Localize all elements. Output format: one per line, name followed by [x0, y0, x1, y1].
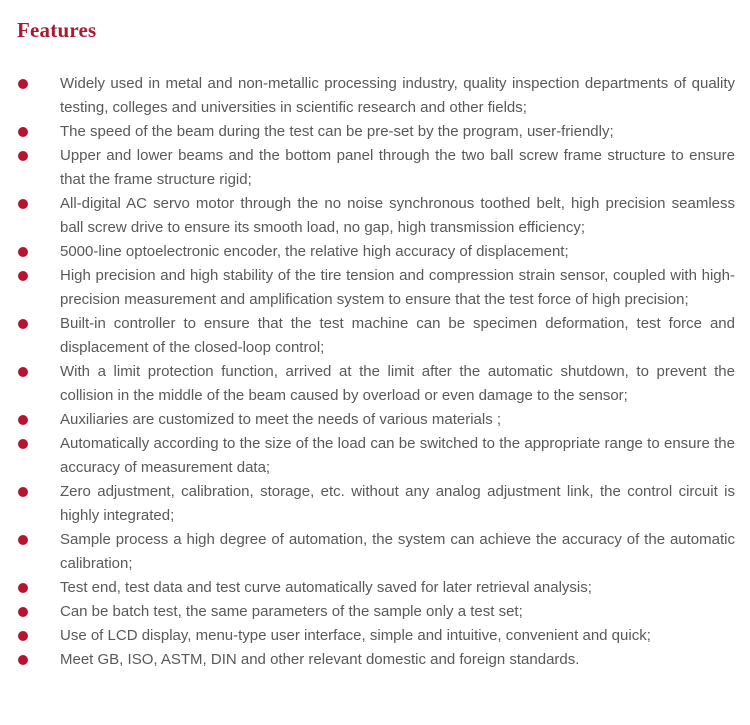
bullet-icon	[18, 607, 28, 617]
bullet-icon	[18, 247, 28, 257]
feature-item	[0, 408, 735, 432]
feature-item	[0, 360, 735, 408]
feature-item	[0, 480, 735, 528]
feature-text: Automatically according to the size of the load can be switched to the appropriate range to ensure the accuracy of measurement data;	[60, 435, 735, 476]
bullet-icon	[18, 583, 28, 593]
page-title: Features	[17, 18, 97, 42]
bullet-icon	[18, 271, 28, 281]
feature-text: With a limit protection function, arrived at the limit after the automatic shutdown, to prevent the collision in the middle of the beam caused by overload or even damage to the sensor;	[60, 363, 735, 404]
bullet-icon	[18, 199, 28, 209]
feature-text: Upper and lower beams and the bottom panel through the two ball screw frame structure to ensure that the frame structure rigid;	[60, 147, 735, 188]
feature-text: High precision and high stability of the tire tension and compression strain sensor, coupled with high-precision measurement and amplification system to ensure that the test force of high precision;	[60, 267, 735, 308]
feature-text: Can be batch test, the same parameters of the sample only a test set;	[60, 603, 523, 620]
bullet-icon	[18, 79, 28, 89]
feature-item	[0, 528, 735, 576]
feature-text: Meet GB, ISO, ASTM, DIN and other relevant domestic and foreign standards.	[60, 651, 580, 668]
feature-text: Sample process a high degree of automation, the system can achieve the accuracy of the automatic calibration;	[60, 531, 735, 572]
feature-item	[0, 120, 735, 144]
feature-item	[0, 72, 735, 120]
feature-item	[0, 144, 735, 192]
bullet-icon	[18, 127, 28, 137]
feature-item	[0, 432, 735, 480]
feature-text: Use of LCD display, menu-type user interface, simple and intuitive, convenient and quick;	[60, 627, 651, 644]
feature-item	[0, 312, 735, 360]
bullet-icon	[18, 487, 28, 497]
feature-text: Auxiliaries are customized to meet the needs of various materials ;	[60, 411, 502, 428]
bullet-icon	[18, 655, 28, 665]
bullet-icon	[18, 631, 28, 641]
bullet-icon	[18, 439, 28, 449]
feature-item	[0, 264, 735, 312]
feature-text: The speed of the beam during the test can be pre-set by the program, user-friendly;	[60, 123, 614, 140]
feature-text: All-digital AC servo motor through the no noise synchronous toothed belt, high precision seamless ball screw drive to ensure its smooth load, no gap, high transmission efficiency;	[60, 195, 735, 236]
bullet-icon	[18, 415, 28, 425]
feature-text: Built-in controller to ensure that the test machine can be specimen deformation, test force and displacement of the closed-loop control;	[60, 315, 735, 356]
feature-text: Test end, test data and test curve automatically saved for later retrieval analysis;	[60, 579, 592, 596]
feature-item	[0, 600, 735, 624]
feature-text: Zero adjustment, calibration, storage, etc. without any analog adjustment link, the control circuit is highly integrated;	[60, 483, 735, 524]
feature-item	[0, 240, 735, 264]
bullet-icon	[18, 151, 28, 161]
bullet-icon	[18, 535, 28, 545]
feature-text: 5000-line optoelectronic encoder, the relative high accuracy of displacement;	[60, 243, 569, 260]
feature-item	[0, 576, 735, 600]
feature-text: Widely used in metal and non-metallic processing industry, quality inspection departments of quality testing, colleges and universities in scientific research and other fields;	[60, 75, 735, 116]
features-list	[0, 72, 750, 672]
feature-item	[0, 624, 735, 648]
feature-item	[0, 648, 735, 672]
bullet-icon	[18, 367, 28, 377]
feature-item	[0, 192, 735, 240]
bullet-icon	[18, 319, 28, 329]
